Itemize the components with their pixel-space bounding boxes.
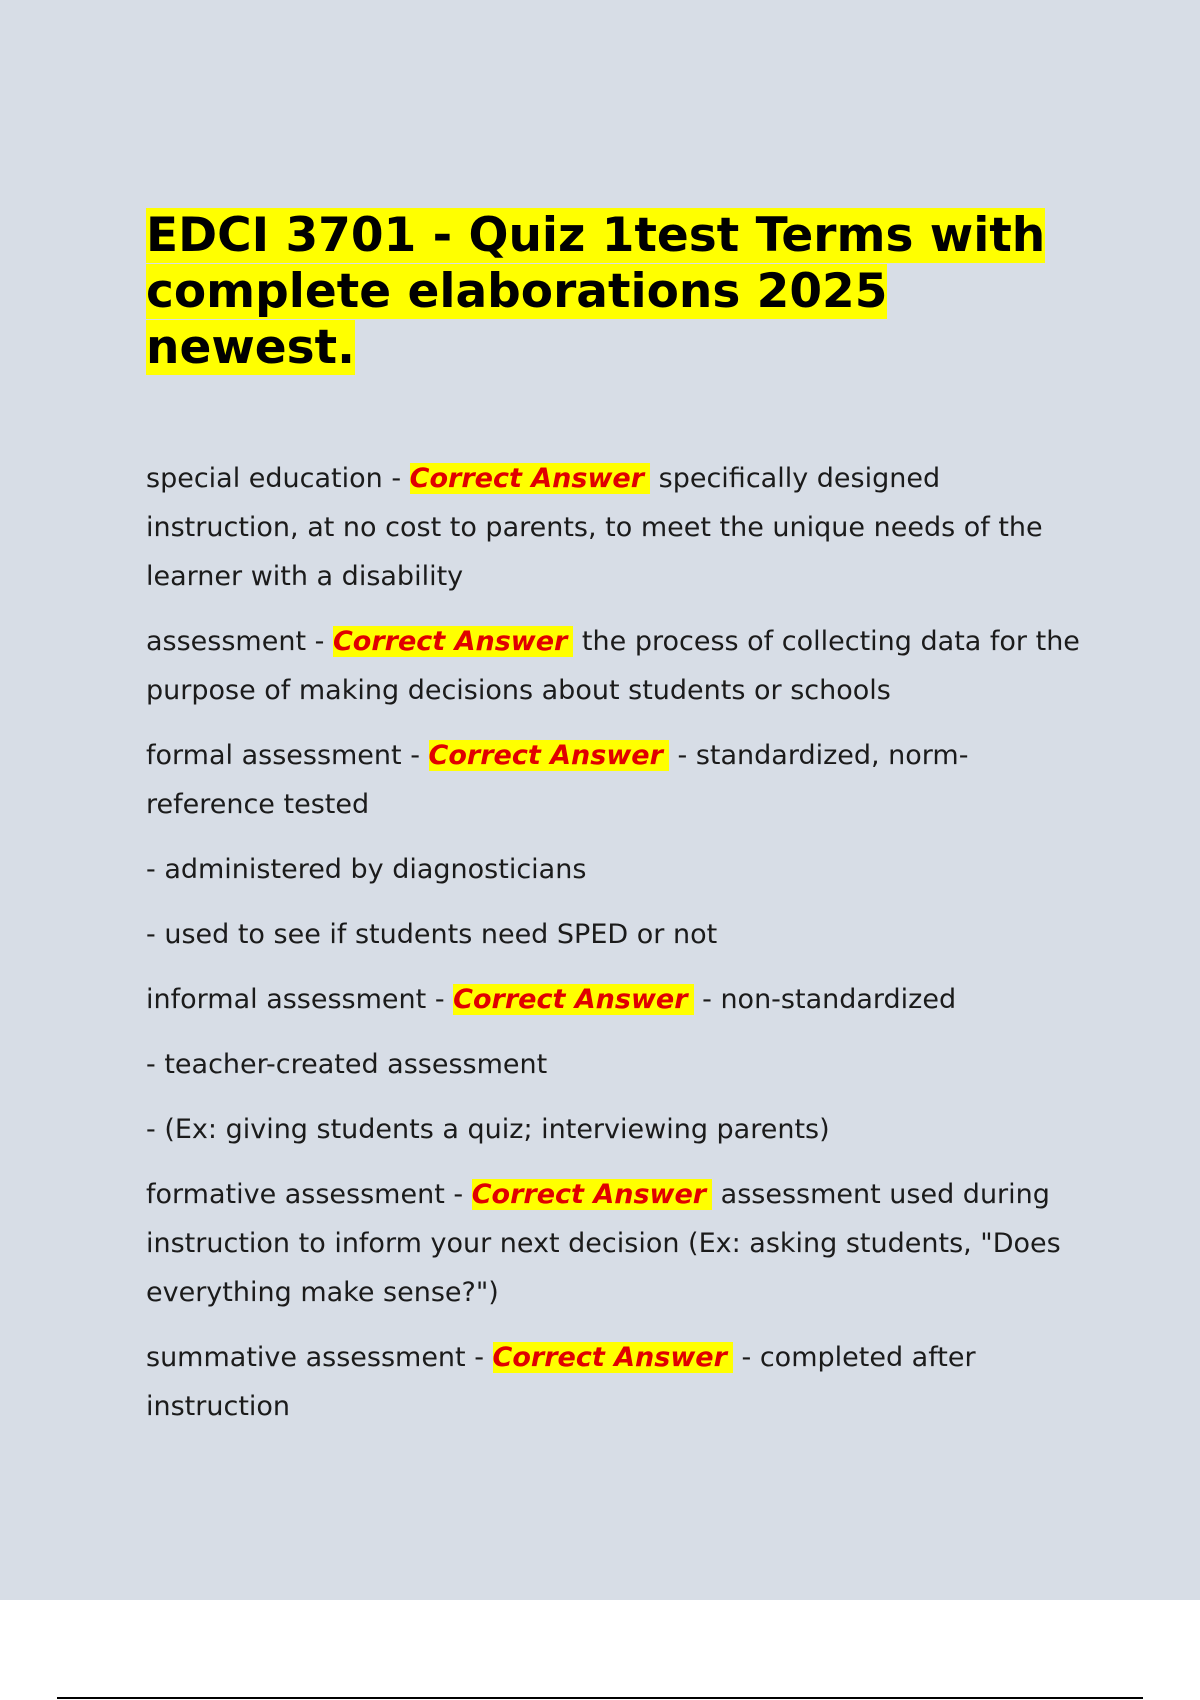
entry-detail-line: - used to see if students need SPED or not [146,919,718,950]
footer-divider [57,1697,1143,1699]
entry-term: summative assessment - [146,1342,493,1373]
entry-definition: the process of collecting data for the purpose of making decisions about students or schools [146,626,1080,706]
entry-term: formative assessment - [146,1179,472,1210]
document-title [146,208,1106,376]
entry-detail-line: - administered by diagnosticians [146,854,587,885]
document-title-text: EDCI 3701 - Quiz 1test Terms with complete elaborations 2025 newest. [146,208,1046,375]
entry-summative-assessment [146,1333,1096,1431]
entry-term: informal assessment - [146,984,454,1015]
entry-formal-assessment [146,731,1096,829]
correct-answer-label: Correct Answer [472,1179,712,1210]
entry-term: assessment - [146,626,333,657]
correct-answer-label: Correct Answer [493,1342,733,1373]
entry-term: special education - [146,463,410,494]
entry-definition: - standardized, norm-reference tested [146,740,969,820]
document-body [146,454,1096,1447]
entry-informal-assessment [146,975,1096,1024]
entry-assessment [146,617,1096,715]
entry-special-education [146,454,1096,601]
entry-term: formal assessment - [146,740,429,771]
correct-answer-label: Correct Answer [429,740,669,771]
entry-definition: - non-standardized [693,984,957,1015]
entry-formative-assessment [146,1170,1096,1317]
correct-answer-label: Correct Answer [333,626,573,657]
entry-definition: assessment used during instruction to inform your next decision (Ex: asking students, "Does everything make sense?") [146,1179,1061,1308]
entry-definition: - completed after instruction [146,1342,976,1422]
correct-answer-label: Correct Answer [453,984,693,1015]
entry-definition: specifically designed instruction, at no cost to parents, to meet the unique needs of the learner with a disability [146,463,1043,592]
entry-detail-line: - teacher-created assessment [146,1049,548,1080]
correct-answer-label: Correct Answer [410,463,650,494]
entry-detail-line: - (Ex: giving students a quiz; interviewing parents) [146,1114,830,1145]
